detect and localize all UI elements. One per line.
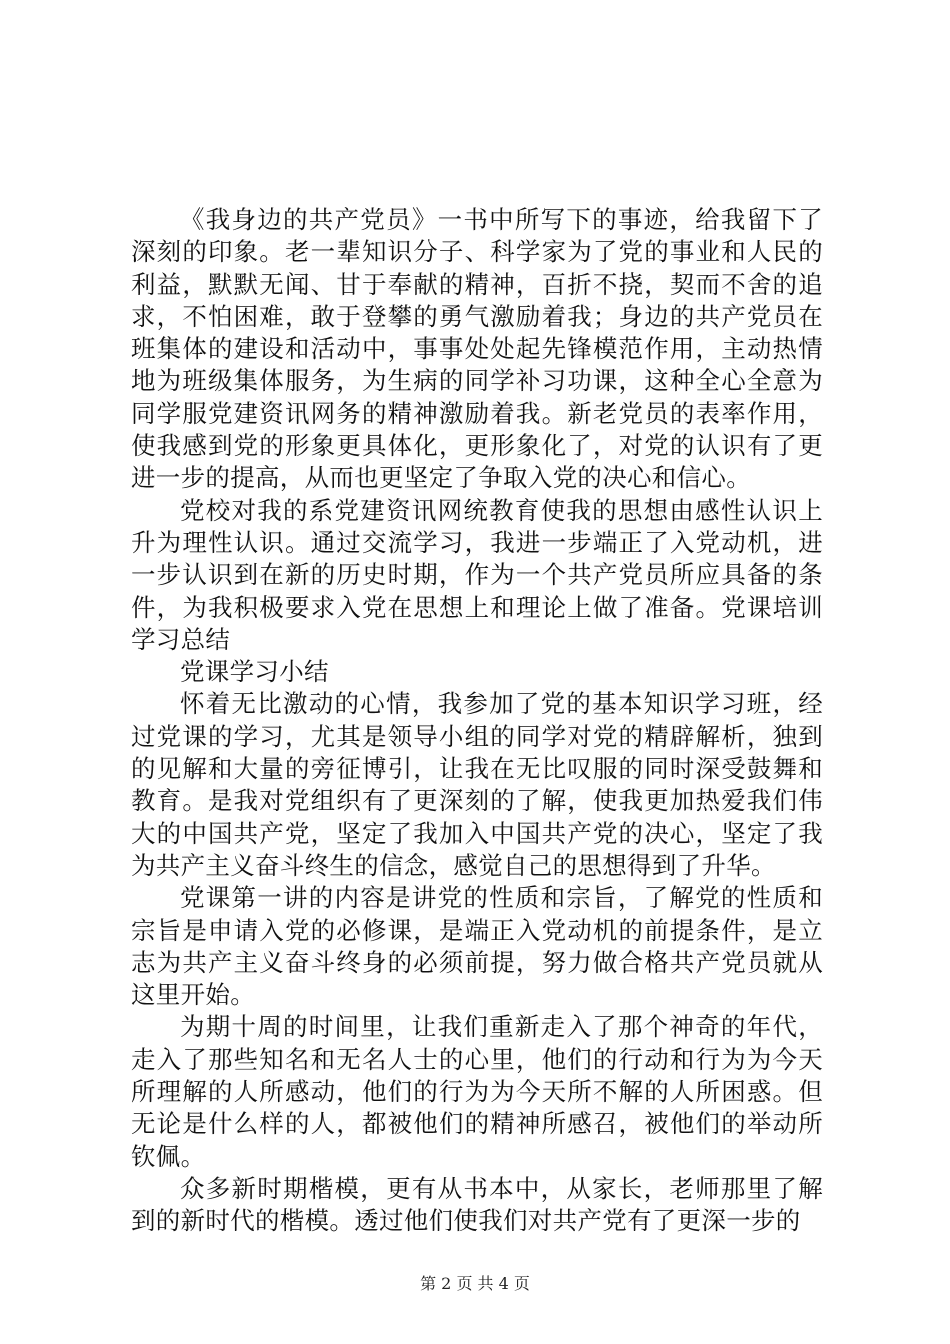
paragraph: 为期十周的时间里，让我们重新走入了那个神奇的年代，走入了那些知名和无名人士的心里，他们的行动和行为为今天所理解的人所感动，他们的行为为今天所不解的人所困惑。但无论是什么样的人，都被他们的精神所感召，被他们的举动所钦佩。 [131,1012,823,1171]
paragraph: 党校对我的系党建资讯网统教育使我的思想由感性认识上升为理性认识。通过交流学习，我进一步端正了入党动机，进一步认识到在新的历史时期，作为一个共产党员所应具备的条件，为我积极要求入党在思想上和理论上做了准备。党课培训学习总结 [131,495,823,654]
paragraph: 众多新时期楷模，更有从书本中，从家长，老师那里了解到的新时代的楷模。透过他们使我们对共产党有了更深一步的 [131,1173,823,1236]
paragraph: 怀着无比激动的心情，我参加了党的基本知识学习班，经过党课的学习，尤其是领导小组的同学对党的精辟解析，独到的见解和大量的旁征博引，让我在无比叹服的同时深受鼓舞和教育。是我对党组织有了更深刻的了解，使我更加热爱我们伟大的中国共产党，坚定了我加入中国共产党的决心，坚定了我为共产主义奋斗终生的信念，感觉自己的思想得到了升华。 [131,689,823,880]
paragraph: 党课第一讲的内容是讲党的性质和宗旨，了解党的性质和宗旨是申请入党的必修课，是端正入党动机的前提条件，是立志为共产主义奋斗终身的必须前提，努力做合格共产党员就从这里开始。 [131,883,823,1010]
document-body [131,204,823,1238]
page-number-footer: 第 2 页 共 4 页 [420,1274,530,1293]
paragraph-heading: 党课学习小结 [180,657,329,687]
paragraph: 《我身边的共产党员》一书中所写下的事迹，给我留下了深刻的印象。老一辈知识分子、科学家为了党的事业和人民的利益，默默无闻、甘于奉献的精神，百折不挠，契而不舍的追求，不怕困难，敢于登攀的勇气激励着我；身边的共产党员在班集体的建设和活动中，事事处处起先锋模范作用，主动热情地为班级集体服务，为生病的同学补习功课，这种全心全意为同学服党建资讯网务的精神激励着我。新老党员的表率作用，使我感到党的形象更具体化，更形象化了，对党的认识有了更进一步的提高，从而也更坚定了争取入党的决心和信心。 [131,205,823,493]
